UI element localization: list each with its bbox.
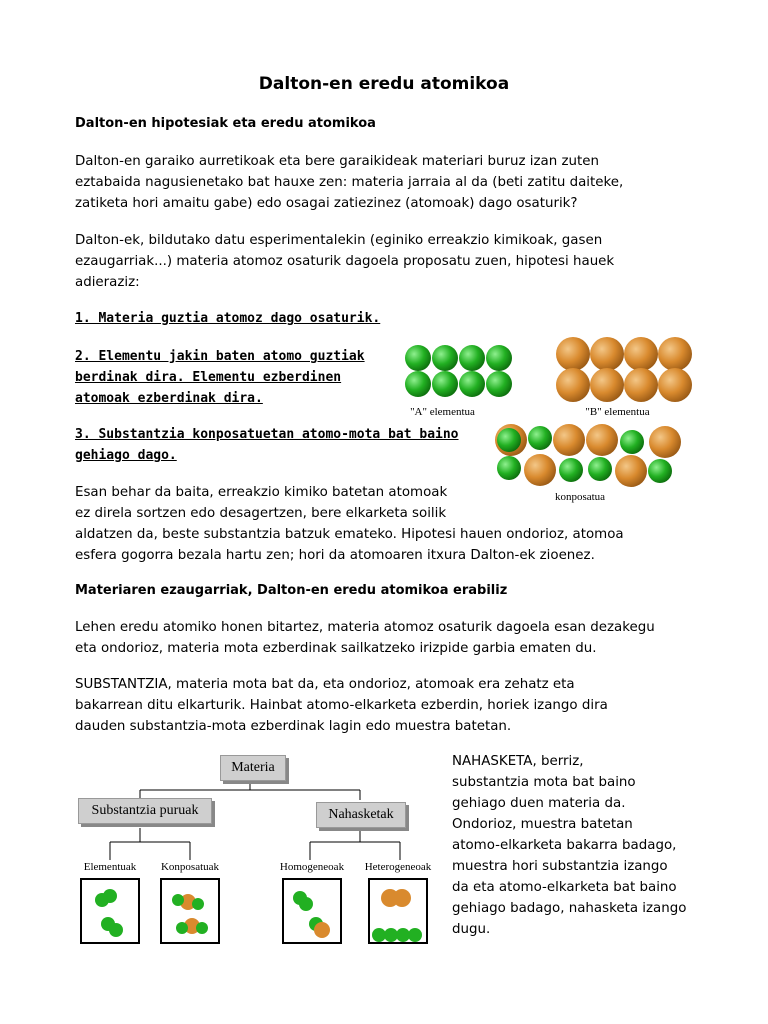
hypothesis-3: 3. Substantzia konposatuetan atomo-mota bat baino gehiago dago.: [75, 427, 459, 463]
element-a-atoms: [405, 345, 512, 397]
node-pure-substances: Substantzia puruak: [78, 798, 212, 824]
sample-elements: [80, 878, 140, 944]
orange-atom: [624, 337, 658, 371]
sample-homogeneous: [282, 878, 342, 944]
orange-atom: [658, 337, 692, 371]
hypotheses-intro: Dalton-ek, bildutako datu esperimentalekin (eginiko erreakzio kimikoak, gasen ezaugarriak...) materia atomoz osaturik dagoela proposatu zuen, hipotesi hauek adieraziz:: [75, 233, 615, 290]
orange-atom: [553, 424, 585, 456]
element-b-atoms: [556, 337, 692, 402]
hypothesis-1: 1. Materia guztia atomoz dago osaturik.: [75, 311, 381, 326]
orange-atom: [590, 337, 624, 371]
green-atom: [432, 371, 458, 397]
model-paragraph: Lehen eredu atomiko honen bitartez, materia atomoz osaturik dagoela esan dezakegu eta ondorioz, materia mota ezberdinak sailkatzeko irizpide garbia ematen du.: [75, 620, 655, 656]
green-atom: [588, 457, 612, 481]
leaf-compounds-label: Konposatuak: [160, 861, 220, 873]
green-atom: [459, 345, 485, 371]
atoms-figure: [395, 330, 705, 510]
green-atom: [459, 371, 485, 397]
green-atom: [497, 428, 521, 452]
green-atom: [405, 371, 431, 397]
green-atom: [648, 459, 672, 483]
section2-heading: Materiaren ezaugarriak, Dalton-en eredu atomikoa erabiliz: [75, 583, 508, 598]
node-materia: Materia: [220, 755, 286, 781]
hypothesis-2: 2. Elementu jakin baten atomo guztiak berdinak dira. Elementu ezberdinen atomoak ezberdinak dira.: [75, 349, 365, 406]
green-atom: [497, 456, 521, 480]
reaction-paragraph-bottom: aldatzen da, beste substantzia batzuk emateko. Hipotesi hauen ondorioz, atomoa esfera gogorra bezala hartu zen; hori da atomoaren itxura Dalton-ek zioenez.: [75, 527, 624, 563]
compound-atoms: [495, 424, 681, 487]
green-atom: [486, 371, 512, 397]
orange-atom: [658, 368, 692, 402]
leaf-heterogeneous-label: Heterogeneoak: [364, 861, 432, 873]
sample-heterogeneous: [368, 878, 428, 944]
orange-atom: [556, 368, 590, 402]
green-atom: [559, 458, 583, 482]
substance-paragraph: SUBSTANTZIA, materia mota bat da, eta ondorioz, atomoak era zehatz eta bakarrean ditu elkarturik. Hainbat atomo-elkarketa ezberdin, horiek izango dira dauden substantzia-mota ezberdinak lagin edo muestra batetan.: [75, 677, 608, 734]
green-atom: [620, 430, 644, 454]
leaf-elements-label: Elementuak: [83, 861, 137, 873]
orange-atom: [590, 368, 624, 402]
green-atom: [405, 345, 431, 371]
green-atom: [486, 345, 512, 371]
classification-diagram: [70, 750, 440, 950]
orange-atom: [556, 337, 590, 371]
mixture-paragraph: NAHASKETA, berriz, substantzia mota bat baino gehiago duen materia da. Ondorioz, muestra batetan atomo-elkarketa bakarra badago, muestra hori substantzia izango da eta atomo-elkarketa bat baino gehiago badago, nahasketa izango dugu.: [452, 754, 687, 937]
label-element-a: "A" elementua: [410, 406, 475, 418]
green-atom: [432, 345, 458, 371]
label-compound: konposatua: [554, 491, 606, 503]
orange-atom: [615, 455, 647, 487]
label-element-b: "B" elementua: [585, 406, 650, 418]
orange-atom: [624, 368, 658, 402]
orange-atom: [649, 426, 681, 458]
green-atom: [528, 426, 552, 450]
sample-compounds: [160, 878, 220, 944]
reaction-paragraph-top: Esan behar da baita, erreakzio kimiko batetan atomoak ez direla sortzen edo desagertzen, bere elkarketa soilik: [75, 485, 448, 521]
page-title: Dalton-en eredu atomikoa: [258, 74, 510, 94]
orange-atom: [586, 424, 618, 456]
section1-heading: Dalton-en hipotesiak eta eredu atomikoa: [75, 116, 376, 131]
orange-atom: [524, 454, 556, 486]
node-mixtures: Nahasketak: [316, 802, 406, 828]
leaf-homogeneous-label: Homogeneoak: [279, 861, 345, 873]
intro-paragraph: Dalton-en garaiko aurretikoak eta bere garaikideak materiari buruz izan zuten eztabaida nagusienetako bat hauxe zen: materia jarraia al da (beti zatitu daiteke, zatiketa hori amaitu gabe) edo osagai zatiezinez (atomoak) dago osaturik?: [75, 154, 624, 211]
